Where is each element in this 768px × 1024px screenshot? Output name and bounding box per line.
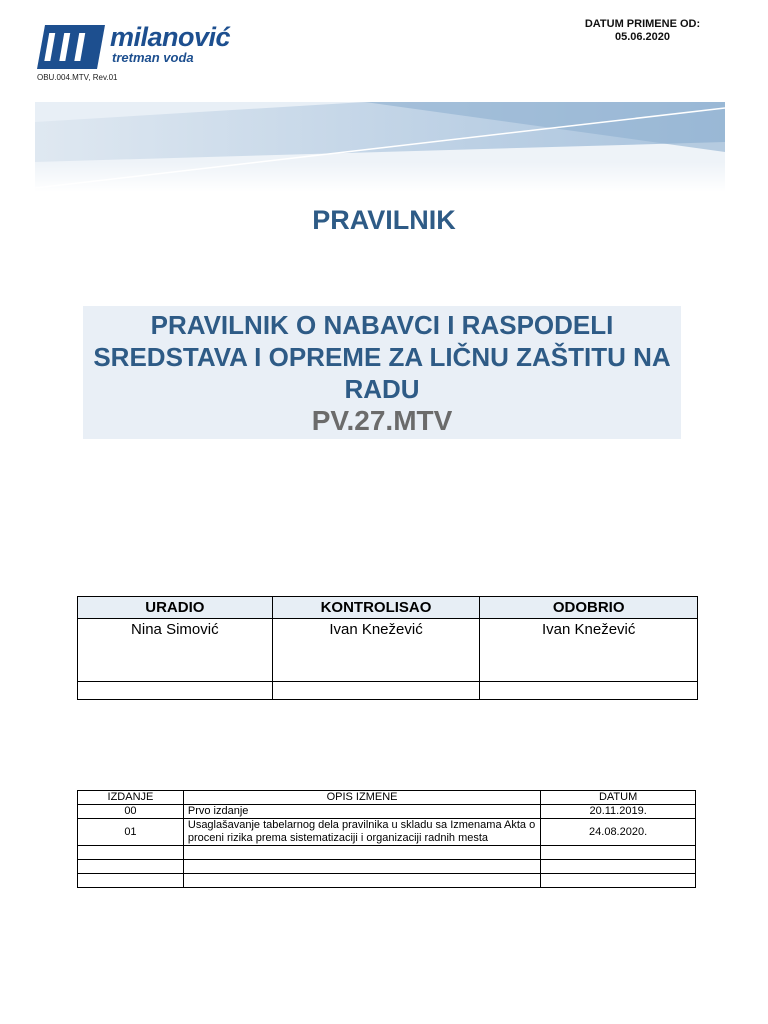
revision-date: [541, 860, 696, 874]
checked-by-signature: [272, 682, 480, 700]
revision-edition: [78, 860, 184, 874]
brand-name: milanović: [110, 22, 231, 52]
revision-description: [183, 846, 540, 860]
effective-date-value: 05.06.2020: [614, 31, 671, 43]
revision-description: [183, 860, 540, 874]
prepared-by-name: Nina Simović: [78, 619, 273, 682]
revision-header-edition: IZDANJE: [78, 791, 184, 805]
revision-empty-row: [78, 860, 696, 874]
document-title: PRAVILNIK O NABAVCI I RASPODELI SREDSTAVA I OPREME ZA LIČNU ZAŠTITU NA RADU: [93, 310, 671, 404]
revision-history-table: [77, 790, 696, 888]
revision-description: Prvo izdanje: [183, 805, 540, 819]
effective-date-label: DATUM PRIMENE OD:: [584, 18, 701, 30]
revision-edition: [78, 874, 184, 888]
company-logo-icon: [35, 23, 107, 71]
document-type-heading: PRAVILNIK: [312, 205, 456, 235]
approval-signature-row: [78, 682, 698, 700]
document-title-box: [83, 306, 681, 439]
approval-header-row: [78, 597, 698, 619]
revision-empty-row: [78, 846, 696, 860]
revision-edition: 00: [78, 805, 184, 819]
approval-names-row: [78, 619, 698, 682]
document-code: PV.27.MTV: [311, 405, 453, 436]
revision-edition: 01: [78, 819, 184, 846]
revision-row: [78, 819, 696, 846]
approval-header-prepared: URADIO: [78, 597, 273, 619]
revision-description: Usaglašavanje tabelarnog dela pravilnika u skladu sa Izmenama Akta o proceni rizika prema sistematizaciji i organizaciji radnih mesta: [183, 819, 540, 846]
prepared-by-signature: [78, 682, 273, 700]
revision-header-row: [78, 791, 696, 805]
revision-date: 24.08.2020.: [541, 819, 696, 846]
revision-header-description: OPIS IZMENE: [183, 791, 540, 805]
revision-date: [541, 846, 696, 860]
approved-by-name: Ivan Knežević: [480, 619, 698, 682]
revision-date: [541, 874, 696, 888]
revision-empty-row: [78, 874, 696, 888]
approval-header-approved: ODOBRIO: [480, 597, 698, 619]
document-form-code: OBU.004.MTV, Rev.01: [37, 73, 118, 82]
effective-date-block: [560, 18, 725, 44]
brand-subtitle: tretman voda: [112, 50, 194, 65]
header-banner: [35, 102, 725, 192]
checked-by-name: Ivan Knežević: [272, 619, 480, 682]
revision-header-date: DATUM: [541, 791, 696, 805]
revision-date: 20.11.2019.: [541, 805, 696, 819]
revision-edition: [78, 846, 184, 860]
approval-table: [77, 596, 698, 700]
revision-row: [78, 805, 696, 819]
approved-by-signature: [480, 682, 698, 700]
revision-description: [183, 874, 540, 888]
approval-header-checked: KONTROLISAO: [272, 597, 480, 619]
